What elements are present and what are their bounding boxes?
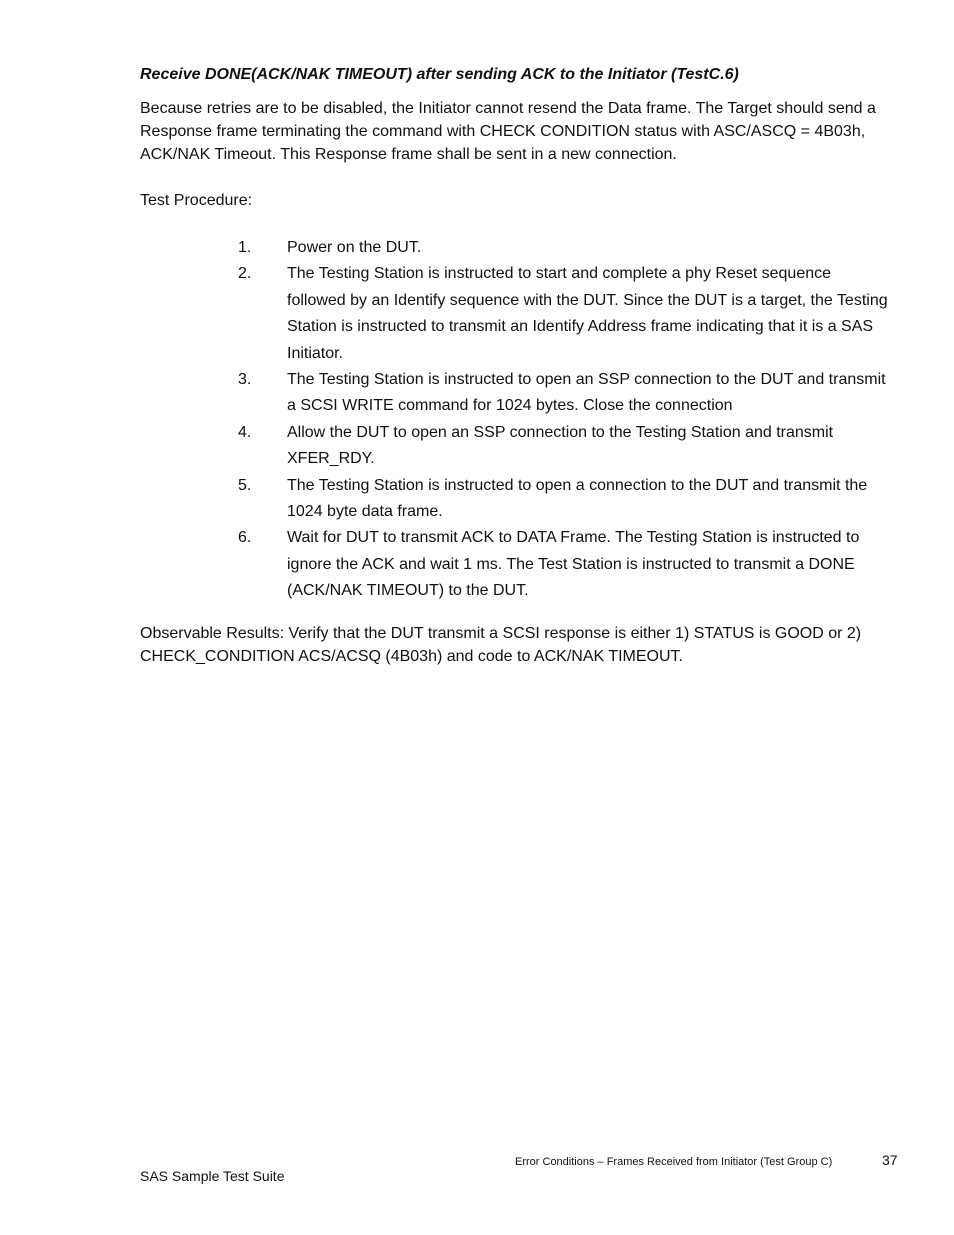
procedure-step-6	[140, 525, 892, 604]
step-text: Allow the DUT to open an SSP connection to the Testing Station and transmit XFER_RDY.	[287, 423, 834, 468]
step-text: Wait for DUT to transmit ACK to DATA Frame. The Testing Station is instructed to ignore the ACK and wait 1 ms. The Test Station is instructed to transmit a DONE (ACK/NAK TIMEOUT) to the DUT.	[287, 529, 860, 600]
procedure-step-2	[140, 261, 892, 367]
step-number: 5.	[238, 476, 252, 494]
page-number: 37	[882, 1152, 898, 1168]
procedure-steps	[140, 235, 892, 605]
step-text: The Testing Station is instructed to open an SSP connection to the DUT and transmit a SCSI WRITE command for 1024 bytes. Close the connection	[287, 371, 886, 415]
footer-section-title: Error Conditions – Frames Received from Initiator (Test Group C)	[515, 1156, 833, 1168]
step-text: The Testing Station is instructed to start and complete a phy Reset sequence followed by an Identify sequence with the DUT. Since the DUT is a target, the Testing Station is instructed to transmit an Identify Address frame indicating that it is a SAS Initiator.	[287, 265, 888, 362]
section-heading: Receive DONE(ACK/NAK TIMEOUT) after sending ACK to the Initiator (TestC.6)	[140, 66, 739, 83]
test-procedure-label: Test Procedure:	[140, 192, 253, 209]
step-number: 2.	[238, 265, 252, 283]
procedure-step-3	[140, 367, 892, 420]
step-number: 4.	[238, 423, 252, 441]
procedure-step-1	[140, 235, 892, 261]
step-number: 6.	[238, 529, 252, 547]
footer-document-title: SAS Sample Test Suite	[140, 1168, 285, 1184]
step-number: 3.	[238, 371, 252, 389]
intro-paragraph: Because retries are to be disabled, the Initiator cannot resend the Data frame. The Target should send a Response frame terminating the command with CHECK CONDITION status with ASC/ASCQ = 4B03h, ACK/NAK Timeout. This Response frame shall be sent in a new connection.	[140, 100, 876, 163]
procedure-step-4	[140, 420, 892, 473]
observable-results: Observable Results: Verify that the DUT transmit a SCSI response is either 1) STATUS is GOOD or 2) CHECK_CONDITION ACS/ACSQ (4B03h) and code to ACK/NAK TIMEOUT.	[140, 624, 862, 665]
step-number: 1.	[238, 239, 252, 256]
step-text: Power on the DUT.	[287, 239, 422, 256]
page-content	[140, 64, 892, 668]
procedure-step-5	[140, 473, 892, 526]
step-text: The Testing Station is instructed to open a connection to the DUT and transmit the 1024 byte data frame.	[287, 476, 868, 521]
